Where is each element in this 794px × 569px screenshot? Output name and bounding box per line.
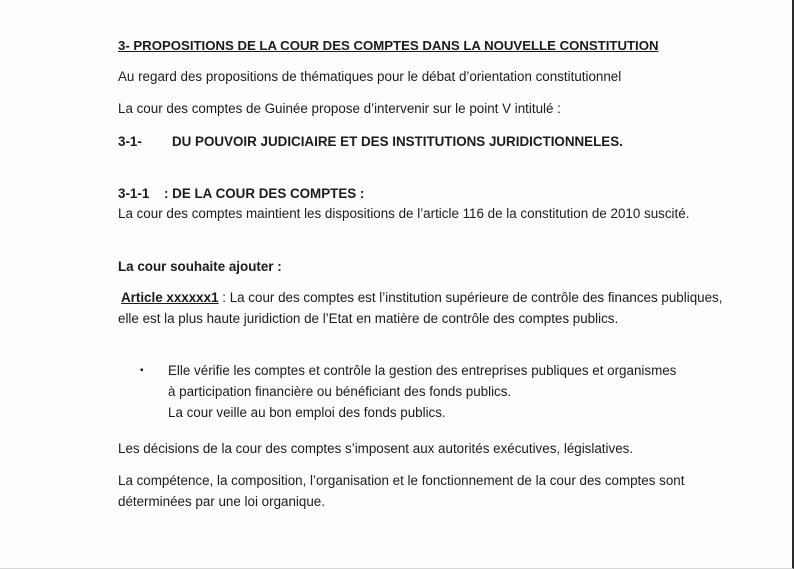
bullet-line-2: à participation financière ou bénéficiant des fonds publics.	[168, 384, 512, 399]
intro-line-2: La cour des comptes de Guinée propose d’intervenir sur le point V intitulé :	[118, 101, 561, 116]
maintain-paragraph: La cour des comptes maintient les dispositions de l’article 116 de la constitution de 2010 suscité.	[118, 206, 690, 221]
bullet-line-3: La cour veille au bon emploi des fonds publics.	[168, 405, 446, 420]
bullet-line-1: Elle vérifie les comptes et contrôle la gestion des entreprises publiques et organismes	[168, 363, 677, 378]
article-label: Article xxxxxx1	[121, 290, 219, 305]
add-heading: La cour souhaite ajouter :	[118, 259, 282, 274]
subsubsection-number: 3-1-1	[118, 186, 150, 201]
bullet-item	[140, 360, 742, 423]
section-title: 3- PROPOSITIONS DE LA COUR DES COMPTES DANS LA NOUVELLE CONSTITUTION	[118, 38, 659, 53]
article-text: : La cour des comptes est l’institution supérieure de contrôle des finances publiques, elle est la plus haute juridiction de l’Etat en matière de contrôle des comptes publics.	[118, 290, 723, 326]
bullet-text	[168, 360, 742, 423]
subsubsection-title: : DE LA COUR DES COMPTES :	[164, 186, 365, 201]
subsection-heading	[118, 131, 742, 152]
subsection-number: 3-1-	[118, 134, 142, 149]
competence-paragraph: La compétence, la composition, l’organisation et le fonctionnement de la cour des comptes sont déterminées par une loi organique.	[118, 473, 685, 509]
bullet-marker: ▪	[140, 365, 144, 376]
decisions-paragraph: Les décisions de la cour des comptes s’imposent aux autorités exécutives, législatives.	[118, 441, 634, 456]
subsection-title: DU POUVOIR JUDICIAIRE ET DES INSTITUTIONS JURIDICTIONNELES.	[172, 134, 623, 149]
article-paragraph	[118, 287, 742, 329]
subsubsection-heading	[118, 183, 742, 204]
intro-line-1: Au regard des propositions de thématiques pour le débat d’orientation constitutionnel	[118, 69, 622, 84]
